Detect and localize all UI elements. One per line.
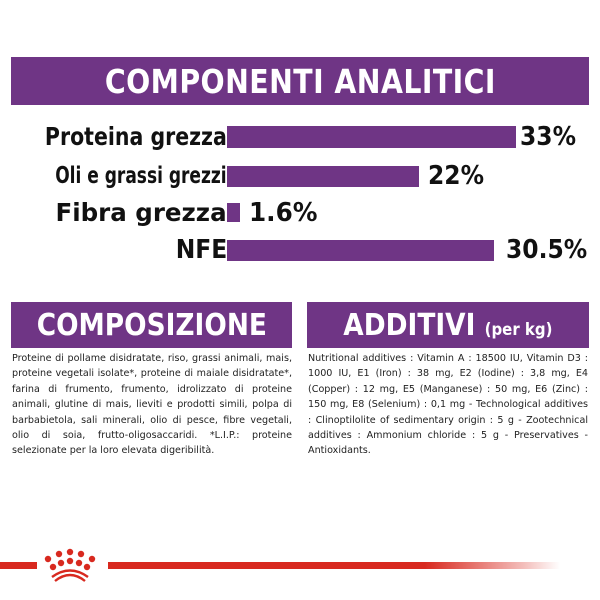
analytic-bar [227, 240, 494, 261]
analytical-components-header [11, 57, 589, 105]
analytic-label: Oli e grassi grezzi [55, 163, 227, 189]
analytic-label: Proteina grezza [45, 122, 227, 151]
crown-icon [38, 548, 102, 584]
additives-title-main: ADDITIVI [343, 307, 476, 343]
analytic-bar [227, 203, 240, 222]
analytic-value: 1.6% [249, 198, 318, 228]
footer-line-right [108, 562, 560, 569]
analytic-row-fibre [0, 198, 600, 228]
analytic-value: 22% [428, 161, 485, 191]
composition-text: Proteine di pollame disidratate, riso, grassi animali, mais, proteine vegetali isolate*, proteine di maiale disidratate*, farina di frumento, frumento, idrolizzato di proteine animali, glutine di mais, lieviti e prodotti simili, polpa di barbabietola, sali minerali, olio di pesce, fibre vegetali, olio di soia, frutto-oligosaccaridi. *L.I.P.: proteine selezionate per la loro elevata digeribilità. [12, 353, 292, 457]
analytic-label: Fibra grezza [55, 198, 227, 227]
additives-title [343, 308, 552, 343]
additives-text: Nutritional additives : Vitamin A : 18500 IU, Vitamin D3 : 1000 IU, E1 (Iron) : 38 mg, E2 (Iodine) : 3,8 mg, E4 (Copper) : 12 mg, E5 (Manganese) : 50 mg, E6 (Zinc) : 150 mg, E8 (Selenium) : 0,1 mg - Technological additives : Clinoptilolite of sedimentary origin : 5 g - Zootechnical additives : Ammonium chloride : 5 g - Preservatives - Antioxidants. [308, 353, 588, 457]
composition-title: COMPOSIZIONE [36, 307, 267, 343]
composition-header [11, 302, 292, 348]
analytic-bar [227, 126, 516, 148]
analytic-row-protein [0, 122, 600, 152]
analytic-value: 30.5% [506, 235, 588, 265]
analytic-row-nfe [0, 235, 600, 265]
analytic-row-fat [0, 161, 600, 191]
additives-header [307, 302, 589, 348]
analytic-value: 33% [520, 122, 577, 152]
analytic-label: NFE [175, 235, 227, 265]
additives-title-suffix: (per kg) [484, 319, 553, 340]
analytical-components-title: COMPONENTI ANALITICI [104, 61, 496, 101]
footer-line-left [0, 562, 37, 569]
analytic-bar [227, 166, 419, 187]
